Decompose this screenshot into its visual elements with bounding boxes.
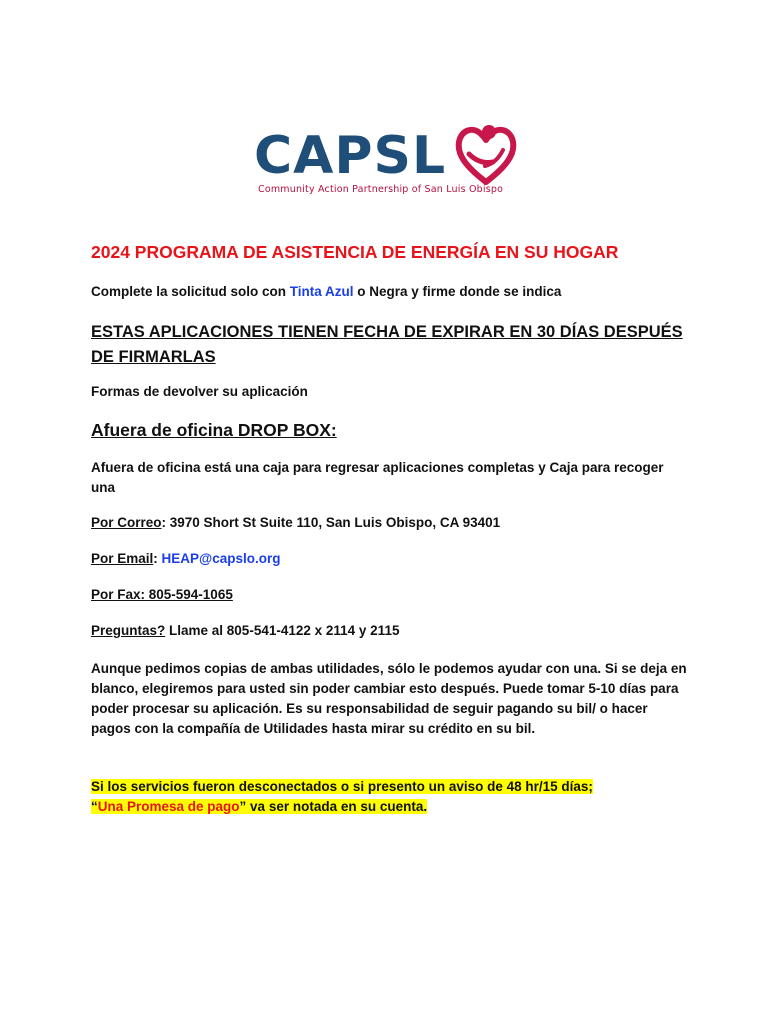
instructions-prefix: Complete la solicitud solo con	[91, 284, 290, 299]
highlight-line-1: Si los servicios fueron desconectados o si presento un aviso de 48 hr/15 días;	[91, 779, 593, 794]
fax-contact	[91, 587, 233, 602]
return-methods-label: Formas de devolver su aplicación	[91, 384, 308, 399]
questions-contact	[91, 623, 399, 638]
page-title: 2024 PROGRAMA DE ASISTENCIA DE ENERGÍA EN SU HOGAR	[91, 242, 619, 262]
highlight-line-2	[91, 799, 427, 814]
expiration-warning: ESTAS APLICACIONES TIENEN FECHA DE EXPIRAR EN 30 DÍAS DESPUÉS DE FIRMARLAS	[91, 323, 683, 366]
mail-value: : 3970 Short St Suite 110, San Luis Obispo, CA 93401	[161, 515, 501, 530]
mail-label: Por Correo	[91, 515, 162, 530]
questions-value: Llame al 805-541-4122 x 2114 y 2115	[165, 623, 400, 638]
email-contact	[91, 551, 280, 566]
logo-tagline: Community Action Partnership of San Luis Obispo	[258, 184, 504, 195]
ink-instructions	[91, 284, 561, 299]
capslo-logo	[250, 118, 520, 200]
email-link[interactable]: HEAP@capslo.org	[161, 551, 281, 566]
dropbox-heading: Afuera de oficina DROP BOX:	[91, 420, 337, 440]
questions-label: Preguntas?	[91, 623, 166, 638]
quote-close-rest: ” va ser notada en su cuenta.	[239, 799, 428, 814]
blue-ink-text: Tinta Azul	[289, 284, 354, 299]
quote-open: “	[91, 799, 98, 814]
instructions-suffix: o Negra y firme donde se indica	[353, 284, 562, 299]
disconnection-notice	[91, 777, 593, 817]
utilities-note: Aunque pedimos copias de ambas utilidades, sólo le podemos ayudar con una. Si se deja en blanco, elegiremos para usted sin poder cambiar esto después. Puede tomar 5-10 días para poder procesar su aplicación. Es su responsabilidad de seguir pagando su bil/ o hacer pagos con la compañía de Utilidades hasta mirar su crédito en su bil.	[91, 661, 687, 736]
email-label: Por Email	[91, 551, 154, 566]
logo-wordmark: CAPSL	[254, 126, 447, 186]
email-separator: :	[153, 551, 162, 566]
dropbox-text: Afuera de oficina está una caja para regresar aplicaciones completas y Caja para recoger una	[91, 460, 664, 495]
mail-address	[91, 515, 500, 530]
heart-hands-icon	[455, 120, 517, 188]
fax-label: Por Fax: 805-594-1065	[91, 587, 233, 602]
promise-of-payment: Una Promesa de pago	[97, 799, 240, 814]
